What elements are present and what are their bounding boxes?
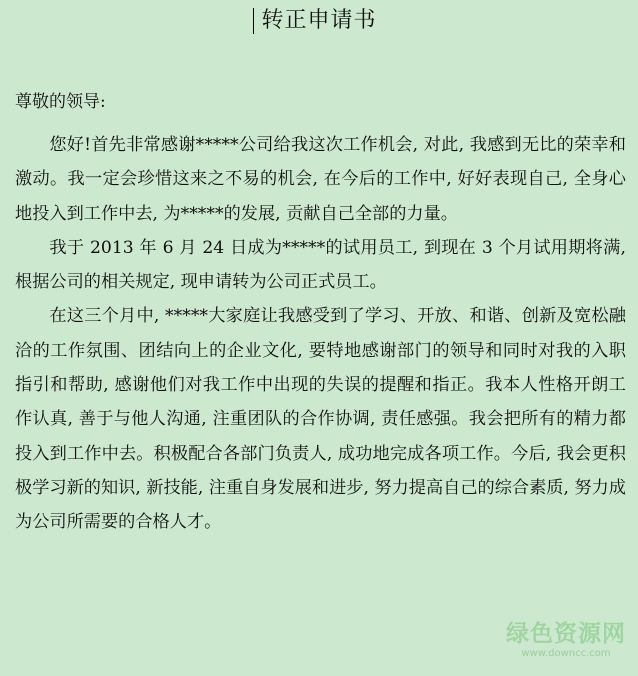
site-watermark xyxy=(506,620,626,660)
paragraph-1: 您好!首先非常感谢*****公司给我这次工作机会, 对此, 我感到无比的荣幸和激动。我一定会珍惜这来之不易的机会, 在今后的工作中, 好好表现自己, 全身心地投入到工作中去, 为*****的发展, 贡献自己全部的力量。 xyxy=(15,135,626,224)
salutation: 尊敬的领导: xyxy=(15,92,106,112)
paragraph-3: 在这三个月中, *****大家庭让我感受到了学习、开放、和谐、创新及宽松融洽的工作氛围、团结向上的企业文化, 要特地感谢部门的领导和同时对我的入职指引和帮助, 感谢他们对我工作中出现的失误的提醒和指正。我本人性格开朗工作认真, 善于与他人沟通, 注重团队的合作协调, 责任感强。我会把所有的精力都投入到工作中去。积极配合各部门负责人, 成功地完成各项工作。今后, 我会更积极学习新的知识, 新技能, 注重自身发展和进步, 努力提高自己的综合素质, 努力成为公司所需要的合格人才。 xyxy=(15,306,626,533)
watermark-name: 绿色资源网 xyxy=(506,621,626,647)
watermark-url: www.downcc.com xyxy=(521,648,611,659)
document-body xyxy=(15,128,626,540)
document-title: 转正申请书 xyxy=(261,8,377,33)
paragraph-2: 我于 2013 年 6 月 24 日成为*****的试用员工, 到现在 3 个月试用期将满, 根据公司的相关规定, 现申请转为公司正式员工。 xyxy=(15,237,626,293)
